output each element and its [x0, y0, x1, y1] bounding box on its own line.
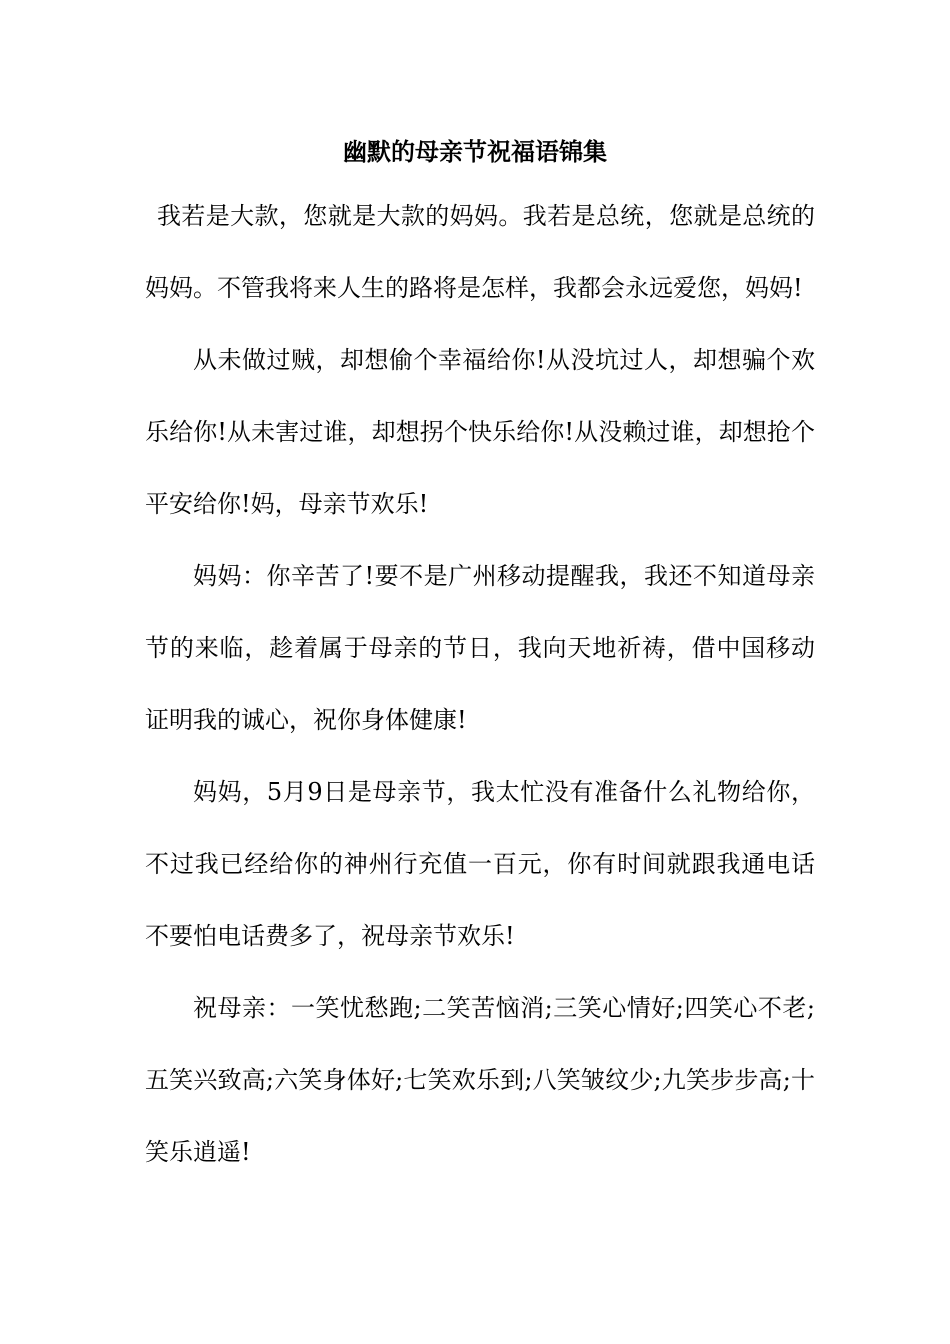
paragraph-5: 祝母亲：一笑忧愁跑;二笑苦恼消;三笑心情好;四笑心不老;五笑兴致高;六笑身体好;七笑欢乐到;八笑皱纹少;九笑步步高;十笑乐逍遥!: [145, 994, 815, 1166]
paragraph-2: 从未做过贼，却想偷个幸福给你!从没坑过人，却想骗个欢乐给你!从未害过谁，却想拐个快乐给你!从没赖过谁，却想抢个平安给你!妈，母亲节欢乐!: [145, 346, 815, 518]
document-body: [145, 180, 815, 1188]
paragraph-1: 我若是大款，您就是大款的妈妈。我若是总统，您就是总统的妈妈。不管我将来人生的路将是怎样，我都会永远爱您，妈妈!: [145, 202, 815, 302]
paragraph-4: 妈妈，5月9日是母亲节，我太忙没有准备什么礼物给你，不过我已经给你的神州行充值一百元，你有时间就跟我通电话不要怕电话费多了，祝母亲节欢乐!: [145, 778, 815, 950]
document-title: 幽默的母亲节祝福语锦集: [343, 137, 607, 166]
paragraph-3: 妈妈：你辛苦了!要不是广州移动提醒我，我还不知道母亲节的来临，趁着属于母亲的节日，我向天地祈祷，借中国移动证明我的诚心，祝你身体健康!: [145, 562, 815, 734]
